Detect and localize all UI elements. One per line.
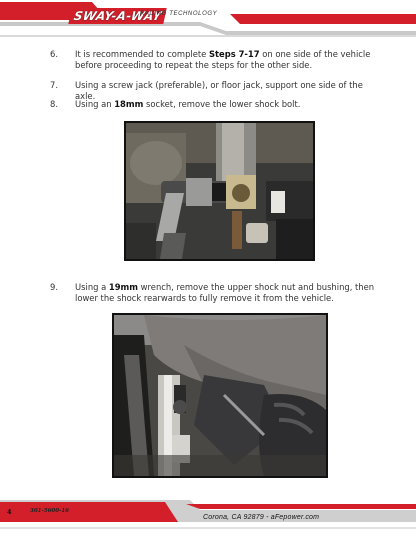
page-footer [0, 492, 416, 538]
header-band [0, 0, 416, 40]
lower-shock-bolt-photo [124, 121, 315, 261]
page-header [0, 0, 416, 40]
upper-shock-nut-photo [112, 313, 328, 478]
step-bold-term: 18mm [114, 99, 144, 109]
part-number: 301-5600-16 [30, 508, 70, 514]
footer-address: Corona, CA 92879 - aFepower.com [203, 514, 320, 521]
brand-logo: SWAY-A-WAY [68, 8, 167, 24]
brand-tagline: RACING TECHNOLOGY [140, 11, 218, 17]
page-number: 4 [7, 508, 12, 516]
step-bold-term: 19mm [108, 282, 139, 292]
step-text: Using a 19mm wrench, remove the upper shock nut and bushing, then lower the shock rearwards to fully remove it from the vehicle. [75, 282, 375, 303]
step-number: 8. [50, 99, 58, 109]
step-text: It is recommended to complete Steps 7-17 on one side of the vehicle before proceeding to repeat the steps for the other side. [75, 49, 371, 70]
step-number: 6. [50, 49, 58, 59]
step-bold-term: Steps 7-17 [208, 49, 260, 59]
step-text: Using an 18mm socket, remove the lower shock bolt. [75, 99, 301, 109]
step-text: Using a screw jack (preferable), or floor jack, support one side of the axle. [75, 80, 363, 101]
step-number: 9. [50, 282, 58, 292]
step-number: 7. [50, 80, 58, 90]
